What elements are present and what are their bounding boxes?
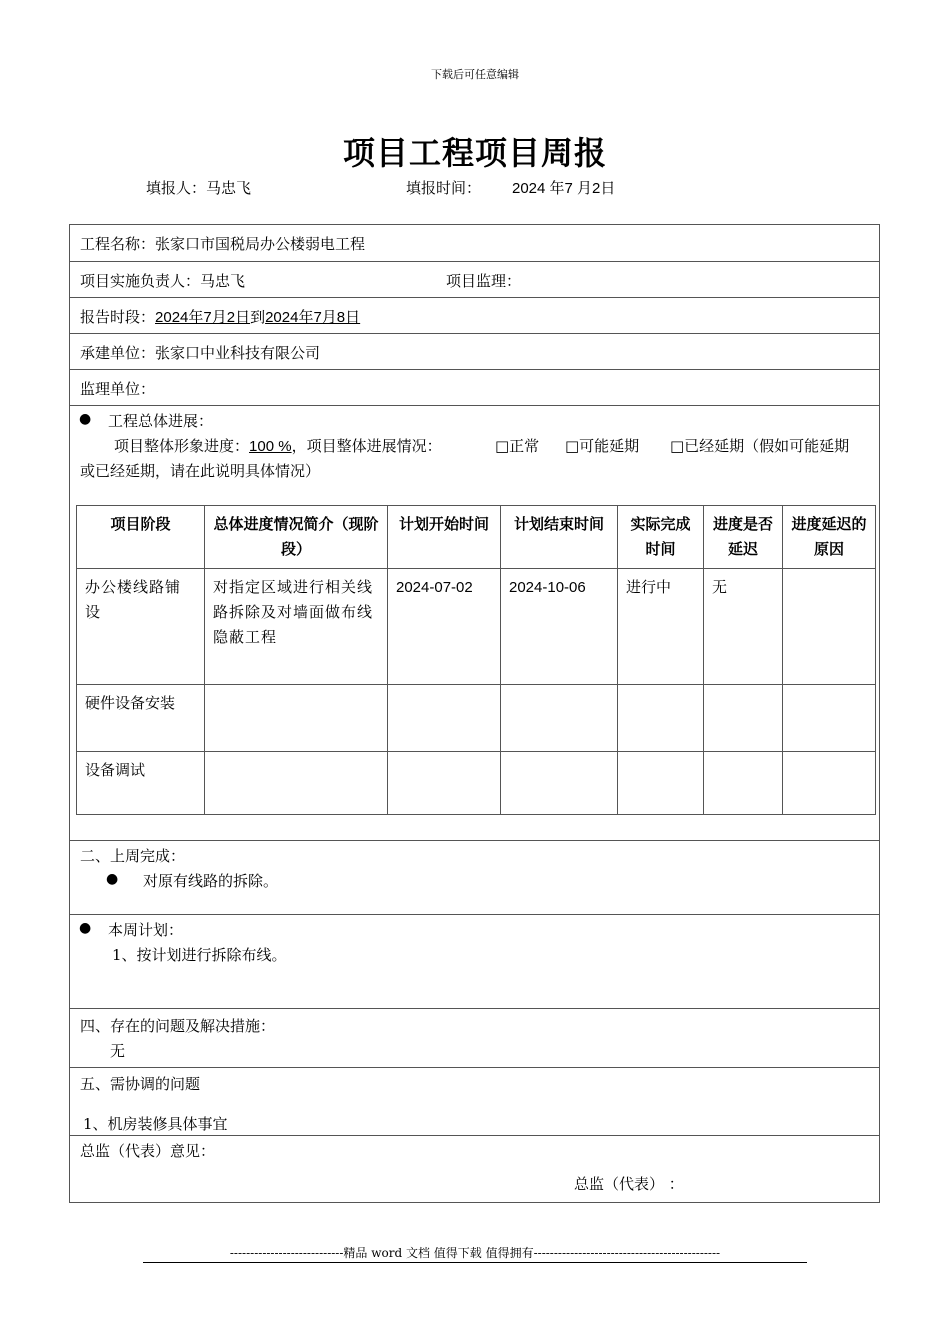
this-week-item: 1、按计划进行拆除布线。 — [112, 946, 287, 964]
report-frame — [69, 224, 880, 1203]
progress-line2: 或已经延期，请在此说明具体情况） — [80, 462, 321, 480]
th-actual-finish: 实际完成时间 — [618, 506, 704, 569]
table-row — [77, 569, 876, 685]
cell-plan-end: 2024-10-06 — [501, 569, 618, 685]
cell-actual-finish — [618, 752, 704, 815]
cell-actual-finish: 进行中 — [618, 569, 704, 685]
th-summary: 总体进度情况简介（现阶段） — [205, 506, 388, 569]
cell-delay-reason — [783, 752, 876, 815]
bullet-icon: ● — [79, 411, 92, 427]
cell-delayed: 无 — [704, 569, 783, 685]
coordination-section — [70, 1068, 879, 1136]
supervision-unit: 监理单位： — [80, 380, 156, 398]
cell-plan-start — [388, 752, 501, 815]
progress-heading: 工程总体进展： — [108, 412, 214, 430]
status-may-delay: □可能延期 — [565, 437, 640, 455]
report-period — [80, 306, 360, 327]
th-plan-start: 计划开始时间 — [388, 506, 501, 569]
th-plan-end: 计划结束时间 — [501, 506, 618, 569]
progress-line1 — [114, 435, 442, 456]
report-period-label: 报告时段： — [80, 308, 156, 326]
contractor: 承建单位：张家口中业科技有限公司 — [80, 344, 321, 362]
coordination-heading: 五、需协调的问题 — [80, 1075, 201, 1093]
report-period-row — [70, 298, 879, 334]
page-title: 项目工程项目周报 — [342, 134, 607, 172]
cell-summary — [205, 752, 388, 815]
cell-summary — [205, 685, 388, 752]
issues-heading: 四、存在的问题及解决措施： — [80, 1017, 276, 1035]
cell-delay-reason — [783, 569, 876, 685]
cell-plan-start — [388, 685, 501, 752]
contractor-row — [70, 334, 879, 370]
supervision-row — [70, 370, 879, 406]
status-normal: □正常 — [495, 437, 540, 455]
cell-stage: 硬件设备安装 — [77, 685, 205, 752]
chief-section — [70, 1136, 879, 1202]
last-week-section — [70, 841, 879, 915]
fill-time-label: 填报时间： — [406, 179, 482, 197]
progress-percent: 100 % — [249, 438, 292, 455]
last-week-heading: 二、上周完成： — [80, 847, 186, 865]
report-period-to: 2024年7月8日 — [265, 309, 361, 326]
coordination-item: 1、机房装修具体事宜 — [83, 1115, 228, 1133]
issues-section — [70, 1009, 879, 1068]
project-name-row — [70, 225, 879, 262]
chief-sign: 总监（代表） ： — [574, 1175, 684, 1193]
leader-row — [70, 262, 879, 298]
th-delayed: 进度是否延迟 — [704, 506, 783, 569]
cell-stage: 办公楼线路铺设 — [77, 569, 205, 685]
cell-stage: 设备调试 — [77, 752, 205, 815]
bullet-icon: ● — [79, 920, 92, 936]
cell-actual-finish — [618, 685, 704, 752]
cell-plan-start: 2024-07-02 — [388, 569, 501, 685]
issues-item: 无 — [110, 1042, 126, 1060]
this-week-section — [70, 915, 879, 1009]
th-delay-reason: 进度延迟的原因 — [783, 506, 876, 569]
progress-line1-prefix: 项目整体形象进度： — [114, 437, 250, 455]
project-leader: 项目实施负责人：马忠飞 — [80, 272, 246, 290]
last-week-item: 对原有线路的拆除。 — [143, 872, 279, 890]
table-header-row — [77, 506, 876, 569]
chief-heading: 总监（代表）意见： — [80, 1142, 216, 1160]
this-week-heading: 本周计划： — [108, 921, 184, 939]
footer-note: ----------------------------精品 word 文档 值得下载 值得拥有---------------------------------------------- — [229, 1246, 721, 1260]
filler-label: 填报人：马忠飞 — [146, 179, 252, 197]
fill-time-value: 2024 年7 月2日 — [512, 180, 616, 197]
project-name: 工程名称：张家口市国税局办公楼弱电工程 — [80, 235, 366, 253]
cell-summary: 对指定区域进行相关线路拆除及对墙面做布线隐蔽工程 — [205, 569, 388, 685]
footer-rule — [143, 1262, 807, 1263]
report-period-from: 2024年7月2日 — [155, 309, 251, 326]
cell-plan-end — [501, 685, 618, 752]
progress-table — [76, 505, 876, 815]
status-delayed: □已经延期（假如可能延期 — [670, 437, 850, 455]
project-supervisor: 项目监理： — [446, 272, 522, 290]
bullet-icon: ● — [106, 871, 119, 887]
report-period-to-word: 到 — [250, 308, 266, 326]
table-row — [77, 685, 876, 752]
table-row — [77, 752, 876, 815]
cell-plan-end — [501, 752, 618, 815]
header-note: 下载后可任意编辑 — [431, 68, 519, 81]
progress-line1-mid: ，项目整体进展情况： — [291, 437, 442, 455]
cell-delay-reason — [783, 685, 876, 752]
cell-delayed — [704, 685, 783, 752]
th-stage: 项目阶段 — [77, 506, 205, 569]
cell-delayed — [704, 752, 783, 815]
